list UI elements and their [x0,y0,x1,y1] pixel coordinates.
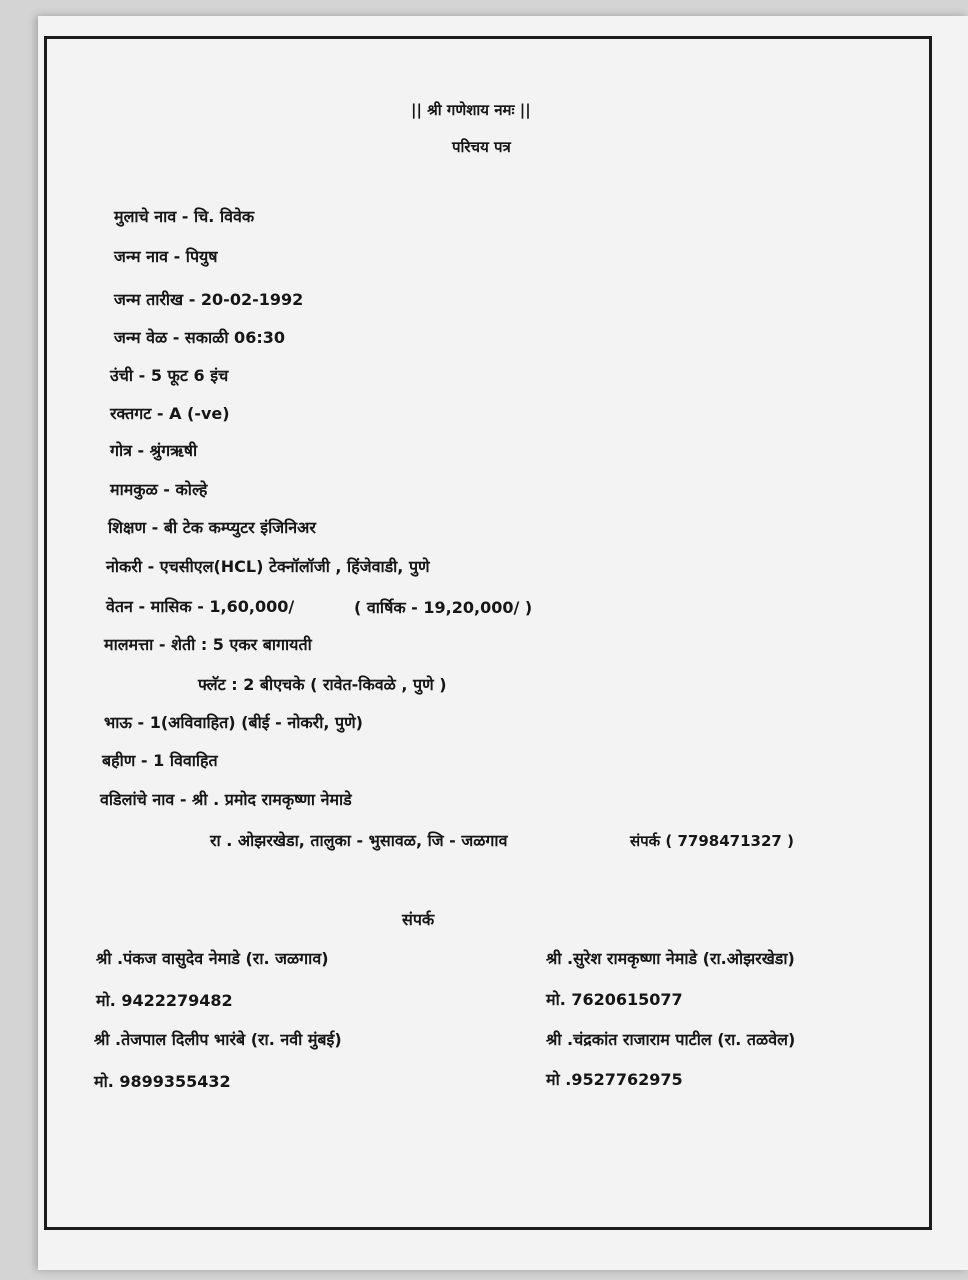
father-contact: संपर्क ( 7798471327 ) [630,832,794,850]
contact-1-phone: मो. 9422279482 [96,991,233,1010]
height: उंची - 5 फूट 6 इंच [110,366,229,385]
brother: भाऊ - 1(अविवाहित) (बीई - नोकरी, पुणे) [104,713,363,732]
contact-3-name: श्री .तेजपाल दिलीप भारंबे (रा. नवी मुंबई) [94,1030,342,1049]
job: नोकरी - एचसीएल(HCL) टेक्नॉलॉजी , हिंजेवाडी, पुणे [106,557,430,576]
contacts-heading: संपर्क [402,910,435,929]
address: रा . ओझरखेडा, तालुका - भुसावळ, जि - जळगाव [210,831,508,850]
education: शिक्षण - बी टेक कम्प्युटर इंजिनिअर [108,518,316,537]
mamkul: मामकुळ - कोल्हे [110,480,208,499]
birth-date: जन्म तारीख - 20-02-1992 [114,290,304,309]
sister: बहीण - 1 विवाहित [102,751,218,770]
contact-3-phone: मो. 9899355432 [94,1072,231,1091]
birth-time: जन्म वेळ - सकाळी 06:30 [114,328,285,347]
contact-2-name: श्री .सुरेश रामकृष्णा नेमाडे (रा.ओझरखेडा) [546,949,795,968]
document-sheet [38,16,968,1270]
gotra: गोत्र - श्रुंगऋषी [110,441,198,460]
salary-monthly: वेतन - मासिक - 1,60,000/ [106,597,295,616]
birth-name: जन्म नाव - पियुष [114,247,218,266]
contact-1-name: श्री .पंकज वासुदेव नेमाडे (रा. जळगाव) [96,949,329,968]
blood-group: रक्तगट - A (-ve) [110,404,230,423]
property-flat: फ्लॅट : 2 बीएचके ( रावेत-किवळे , पुणे ) [198,675,447,694]
invocation-heading: || श्री गणेशाय नमः || [411,101,531,119]
property-farm: मालमत्ता - शेती : 5 एकर बागायती [104,635,312,654]
contact-4-name: श्री .चंद्रकांत राजाराम पाटील (रा. तळवेल) [546,1030,796,1049]
contact-2-phone: मो. 7620615077 [546,990,683,1009]
salary-yearly: ( वार्षिक - 19,20,000/ ) [354,598,533,617]
document-title: परिचय पत्र [452,138,511,156]
father-name: वडिलांचे नाव - श्री . प्रमोद रामकृष्णा नेमाडे [100,790,352,809]
groom-name: मुलाचे नाव - चि. विवेक [114,207,255,226]
contact-4-phone: मो .9527762975 [546,1070,683,1089]
